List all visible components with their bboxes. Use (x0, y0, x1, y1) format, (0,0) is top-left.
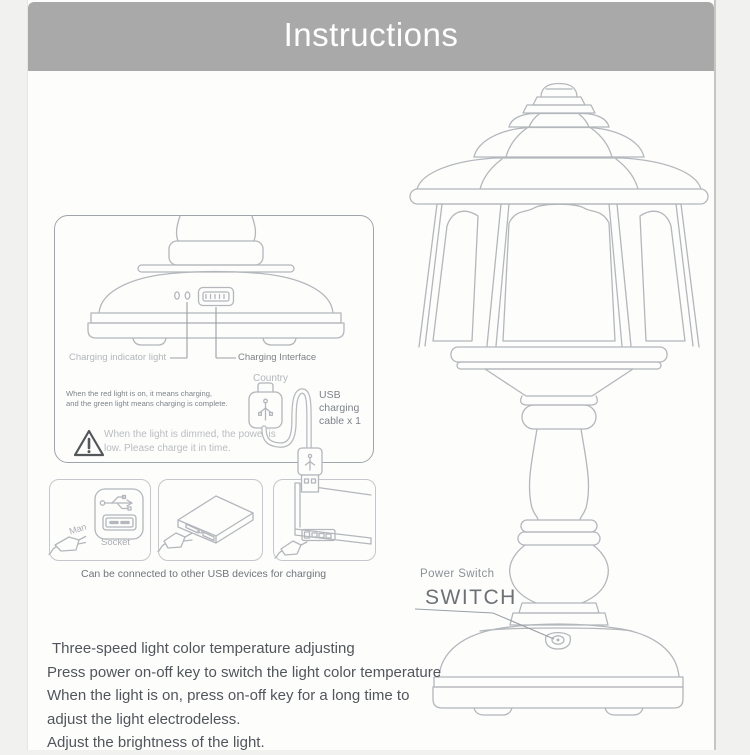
charging-base-illustration (86, 214, 352, 366)
page-title: Instructions (283, 16, 459, 53)
usb-plug-icon (164, 533, 185, 548)
usb-plug-icon (55, 537, 79, 551)
interface-leader-line (216, 307, 236, 358)
usb-cable (264, 391, 309, 450)
instruction-sheet (27, 0, 716, 750)
switch-label: SWITCH (425, 586, 517, 609)
usage-instructions (47, 637, 487, 755)
instruction-line: Adjust the brightness of the light. (47, 734, 265, 751)
plug-label: Man (67, 521, 88, 537)
low-power-warning: When the light is dimmed, the power is low. Please charge it in time. (104, 429, 276, 454)
country-label: Country (253, 373, 289, 384)
charging-indicator-led (185, 292, 190, 299)
header-bar (28, 2, 714, 71)
instruction-line: Three-speed light color temperature adjusting (52, 640, 355, 657)
usb-cable-illustration (241, 370, 381, 498)
lamp-finial (541, 84, 577, 98)
charging-indicator-led (175, 292, 180, 299)
usb-charging-port (199, 288, 234, 306)
micro-usb-connector (258, 383, 273, 392)
lamp-front-window (503, 204, 615, 341)
indicator-leader-line (170, 302, 187, 358)
instruction-line: When the light is on, press on-off key for a long time to (47, 687, 410, 704)
power-switch-label: Power Switch (420, 568, 495, 580)
usb-plug-icon (281, 541, 301, 555)
charging-interface-label: Charging Interface (238, 352, 317, 363)
socket-label: Socket (101, 537, 131, 548)
usb-devices-caption: Can be connected to other USB devices for charging (81, 568, 327, 580)
charging-note: When the red light is on, it means charging, and the green light means charging is complete. (66, 389, 228, 408)
usb-cable-label: USB charging cable x 1 (319, 389, 362, 427)
usb-wall-socket-icon (49, 479, 149, 559)
warning-triangle-icon (73, 427, 105, 459)
instruction-line: adjust the light electrodeless. (47, 710, 241, 728)
charging-indicator-label: Charging indicator light (69, 352, 167, 363)
instruction-line: Press power on-off key to switch the light color temperature (47, 663, 442, 681)
